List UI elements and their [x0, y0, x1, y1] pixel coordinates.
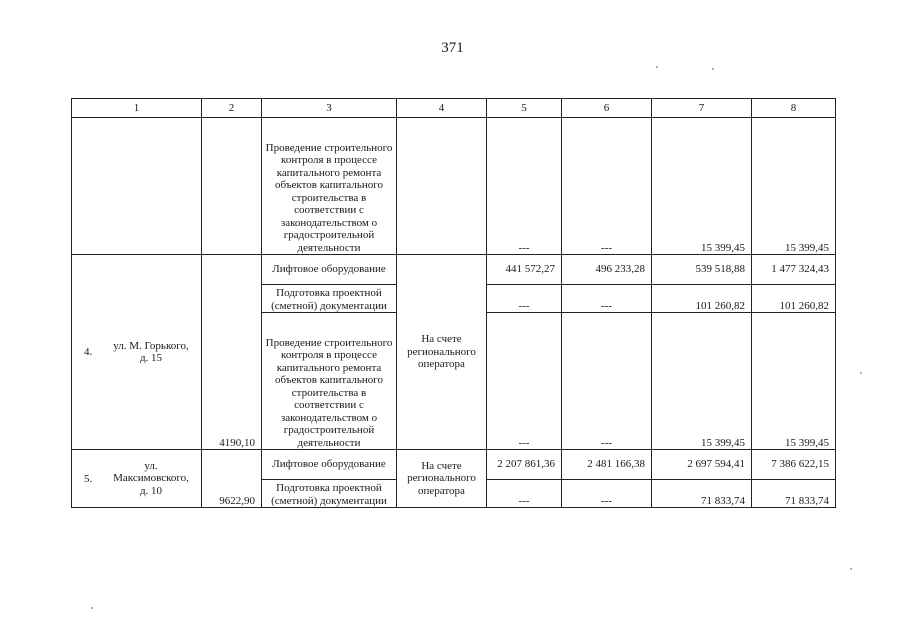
address-cell — [72, 255, 202, 450]
total-cell: 15 399,45 — [752, 118, 836, 255]
table-row — [72, 118, 836, 255]
works-table — [71, 98, 836, 508]
year2-cell: --- — [562, 480, 652, 508]
header-cell: 3 — [262, 99, 397, 118]
address-cell — [72, 450, 202, 508]
year2-cell: --- — [562, 118, 652, 255]
address-text: ул. Максимовского, д. 10 — [113, 459, 189, 497]
area-cell: 4190,10 — [202, 255, 262, 450]
address-text: ул. М. Горького, д. 15 — [113, 339, 189, 364]
year1-cell: --- — [487, 285, 562, 313]
scan-speck — [850, 568, 852, 570]
year2-cell: --- — [562, 313, 652, 450]
total-cell: 101 260,82 — [752, 285, 836, 313]
work-cell: Проведение строительного контроля в процессе капитального ремонта объектов капитального строительства в соответствии с законодательством о градостроительной деятельности — [262, 118, 397, 255]
location-cell — [397, 118, 487, 255]
header-cell: 6 — [562, 99, 652, 118]
row-index: 4. — [84, 345, 93, 358]
header-row — [72, 99, 836, 118]
total-cell: 15 399,45 — [752, 313, 836, 450]
total-cell: 1 477 324,43 — [752, 255, 836, 285]
year1-cell: 441 572,27 — [487, 255, 562, 285]
total-cell: 71 833,74 — [752, 480, 836, 508]
work-cell: Проведение строительного контроля в процессе капитального ремонта объектов капитального строительства в соответствии с законодательством о градостроительной деятельности — [262, 313, 397, 450]
header-cell: 4 — [397, 99, 487, 118]
year3-cell: 15 399,45 — [652, 118, 752, 255]
address-cell — [72, 118, 202, 255]
work-cell: Подготовка проектной (сметной) документации — [262, 480, 397, 508]
header-cell: 7 — [652, 99, 752, 118]
year3-cell: 71 833,74 — [652, 480, 752, 508]
year1-cell: --- — [487, 313, 562, 450]
total-cell: 7 386 622,15 — [752, 450, 836, 480]
year1-cell: 2 207 861,36 — [487, 450, 562, 480]
year1-cell: --- — [487, 118, 562, 255]
year3-cell: 101 260,82 — [652, 285, 752, 313]
header-cell: 5 — [487, 99, 562, 118]
scan-speck — [860, 372, 862, 374]
year3-cell: 2 697 594,41 — [652, 450, 752, 480]
location-cell: На счете регионального оператора — [397, 450, 487, 508]
area-cell — [202, 118, 262, 255]
year2-cell: --- — [562, 285, 652, 313]
header-cell: 2 — [202, 99, 262, 118]
scan-speck — [656, 66, 658, 68]
year3-cell: 539 518,88 — [652, 255, 752, 285]
year2-cell: 2 481 166,38 — [562, 450, 652, 480]
location-cell: На счете регионального оператора — [397, 255, 487, 450]
work-cell: Лифтовое оборудование — [262, 450, 397, 480]
scan-speck — [712, 68, 714, 70]
area-cell: 9622,90 — [202, 450, 262, 508]
table-row — [72, 450, 836, 480]
year1-cell: --- — [487, 480, 562, 508]
table-row — [72, 255, 836, 285]
year3-cell: 15 399,45 — [652, 313, 752, 450]
header-cell: 8 — [752, 99, 836, 118]
year2-cell: 496 233,28 — [562, 255, 652, 285]
page-number: 371 — [441, 40, 464, 56]
work-cell: Лифтовое оборудование — [262, 255, 397, 285]
row-index: 5. — [84, 472, 93, 485]
scan-speck — [91, 607, 93, 609]
work-cell: Подготовка проектной (сметной) документации — [262, 285, 397, 313]
header-cell: 1 — [72, 99, 202, 118]
